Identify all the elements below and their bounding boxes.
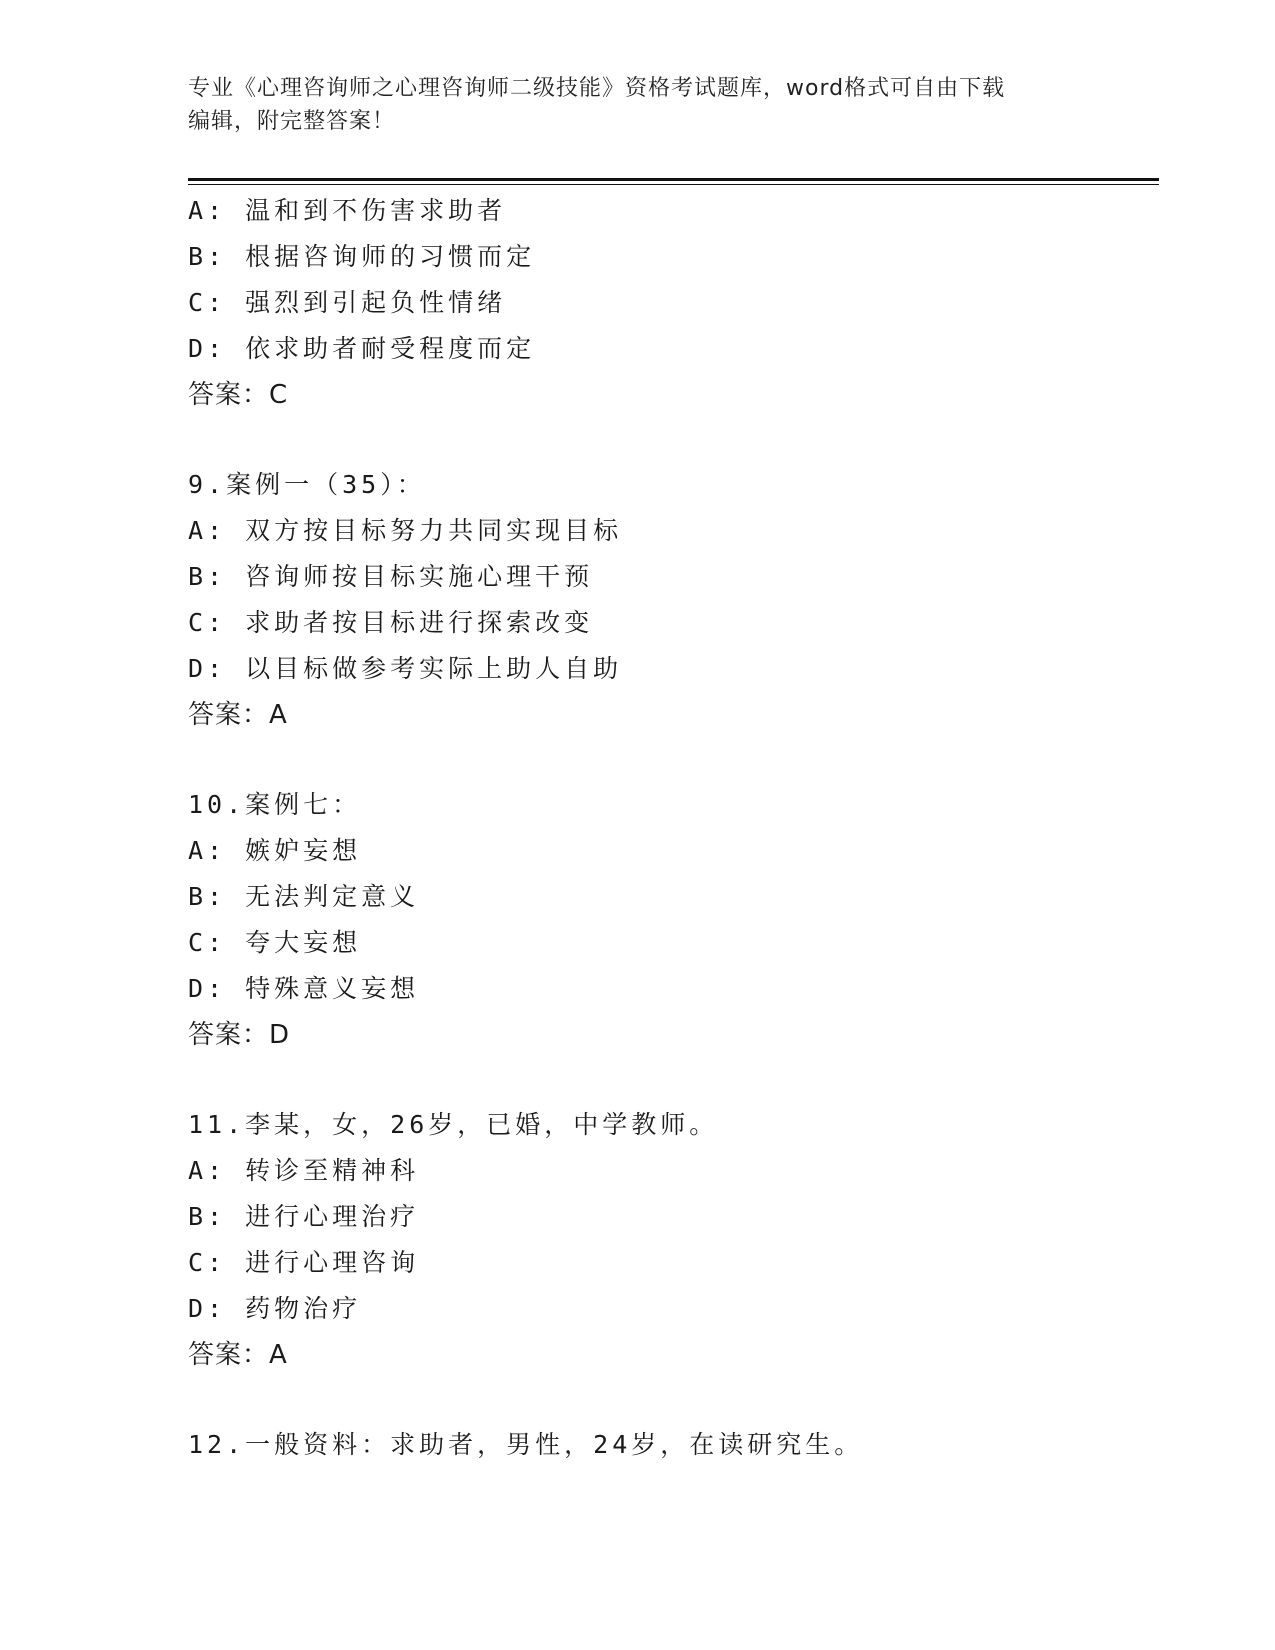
- option-d: D: 以目标做参考实际上助人自助: [188, 654, 623, 683]
- option-a: A: 双方按目标努力共同实现目标: [188, 516, 623, 545]
- header-line-1: 专业《心理咨询师之心理咨询师二级技能》资格考试题库，word格式可自由下载: [188, 76, 1006, 101]
- question-block-12: [188, 1422, 1148, 1468]
- header-rule-thin: [188, 184, 1159, 185]
- option-b: B: 无法判定意义: [188, 882, 420, 911]
- document-header: [188, 72, 1088, 138]
- answer-line: 答案：C: [188, 380, 289, 410]
- question-list: [188, 188, 1148, 1468]
- option-a: A: 温和到不伤害求助者: [188, 196, 507, 225]
- question-stem: 12.一般资料：求助者，男性，24岁，在读研究生。: [188, 1430, 864, 1459]
- option-a: A: 转诊至精神科: [188, 1156, 420, 1185]
- option-b: B: 进行心理治疗: [188, 1202, 420, 1231]
- option-c: C: 求助者按目标进行探索改变: [188, 608, 594, 637]
- header-rule-thick: [188, 178, 1159, 181]
- question-block-8: [188, 188, 1148, 418]
- option-b: B: 咨询师按目标实施心理干预: [188, 562, 594, 591]
- question-stem: 9.案例一（35）：: [188, 470, 426, 499]
- option-c: C: 夸大妄想: [188, 928, 362, 957]
- question-stem: 10.案例七：: [188, 790, 362, 819]
- answer-line: 答案：D: [188, 1020, 291, 1050]
- option-c: C: 强烈到引起负性情绪: [188, 288, 507, 317]
- option-d: D: 药物治疗: [188, 1294, 362, 1323]
- question-block-10: [188, 782, 1148, 1058]
- option-d: D: 特殊意义妄想: [188, 974, 420, 1003]
- question-block-9: [188, 462, 1148, 738]
- question-stem: 11.李某，女，26岁，已婚，中学教师。: [188, 1110, 719, 1139]
- option-c: C: 进行心理咨询: [188, 1248, 420, 1277]
- answer-line: 答案：A: [188, 1340, 288, 1370]
- option-d: D: 依求助者耐受程度而定: [188, 334, 536, 363]
- answer-line: 答案：A: [188, 700, 288, 730]
- header-line-2: 编辑，附完整答案！: [188, 109, 396, 134]
- question-block-11: [188, 1102, 1148, 1378]
- option-b: B: 根据咨询师的习惯而定: [188, 242, 536, 271]
- option-a: A: 嫉妒妄想: [188, 836, 362, 865]
